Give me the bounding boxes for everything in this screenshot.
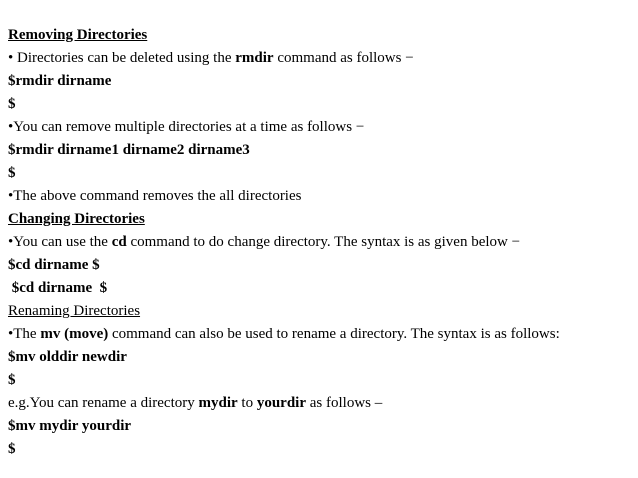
mv-example-2: $mv mydir yourdir <box>8 418 132 434</box>
shell-prompt-2: $ <box>8 165 16 181</box>
rename-example-text: e.g.You can rename a directory <box>8 395 199 411</box>
shell-prompt-4: $ <box>8 441 16 457</box>
multi-remove-example: $rmdir dirname1 dirname2 dirname3 <box>8 142 250 158</box>
rename-example-tail: as follows – <box>306 395 383 411</box>
heading-renaming-directories: Renaming Directories <box>8 303 141 319</box>
rmdir-intro-text: • Directories can be deleted using the <box>8 50 236 66</box>
slide-content <box>8 24 634 461</box>
mv-example: $mv olddir newdir <box>8 349 127 365</box>
cd-example-2: $cd dirname $ <box>8 280 108 296</box>
shell-prompt-1: $ <box>8 96 16 112</box>
rename-target-dir: yourdir <box>256 395 307 411</box>
rename-example-mid: to <box>237 395 257 411</box>
mv-command: mv (move) <box>40 326 109 342</box>
cd-command: cd <box>111 234 127 250</box>
heading-changing-directories: Changing Directories <box>8 211 145 227</box>
multi-remove-intro: •You can remove multiple directories at a time as follows − <box>8 119 365 135</box>
cd-intro-tail: command to do change directory. The syntax is as given below − <box>126 234 521 250</box>
rmdir-command: rmdir <box>235 50 274 66</box>
shell-prompt-3: $ <box>8 372 16 388</box>
rmdir-intro-line <box>8 47 634 70</box>
mv-intro-tail: command can also be used to rename a directory. The syntax is as follows: <box>108 326 560 342</box>
cd-example-1: $cd dirname $ <box>8 257 100 273</box>
rmdir-example: $rmdir dirname <box>8 73 112 89</box>
rename-source-dir: mydir <box>198 395 238 411</box>
heading-removing-directories: Removing Directories <box>8 27 148 43</box>
rename-example-line <box>8 392 634 415</box>
mv-intro-text: •The <box>8 326 41 342</box>
cd-intro-line <box>8 231 634 254</box>
rmdir-intro-tail: command as follows − <box>273 50 414 66</box>
cd-intro-text: •You can use the <box>8 234 112 250</box>
mv-intro-line <box>8 323 634 346</box>
above-command-note: •The above command removes the all directories <box>8 188 302 204</box>
